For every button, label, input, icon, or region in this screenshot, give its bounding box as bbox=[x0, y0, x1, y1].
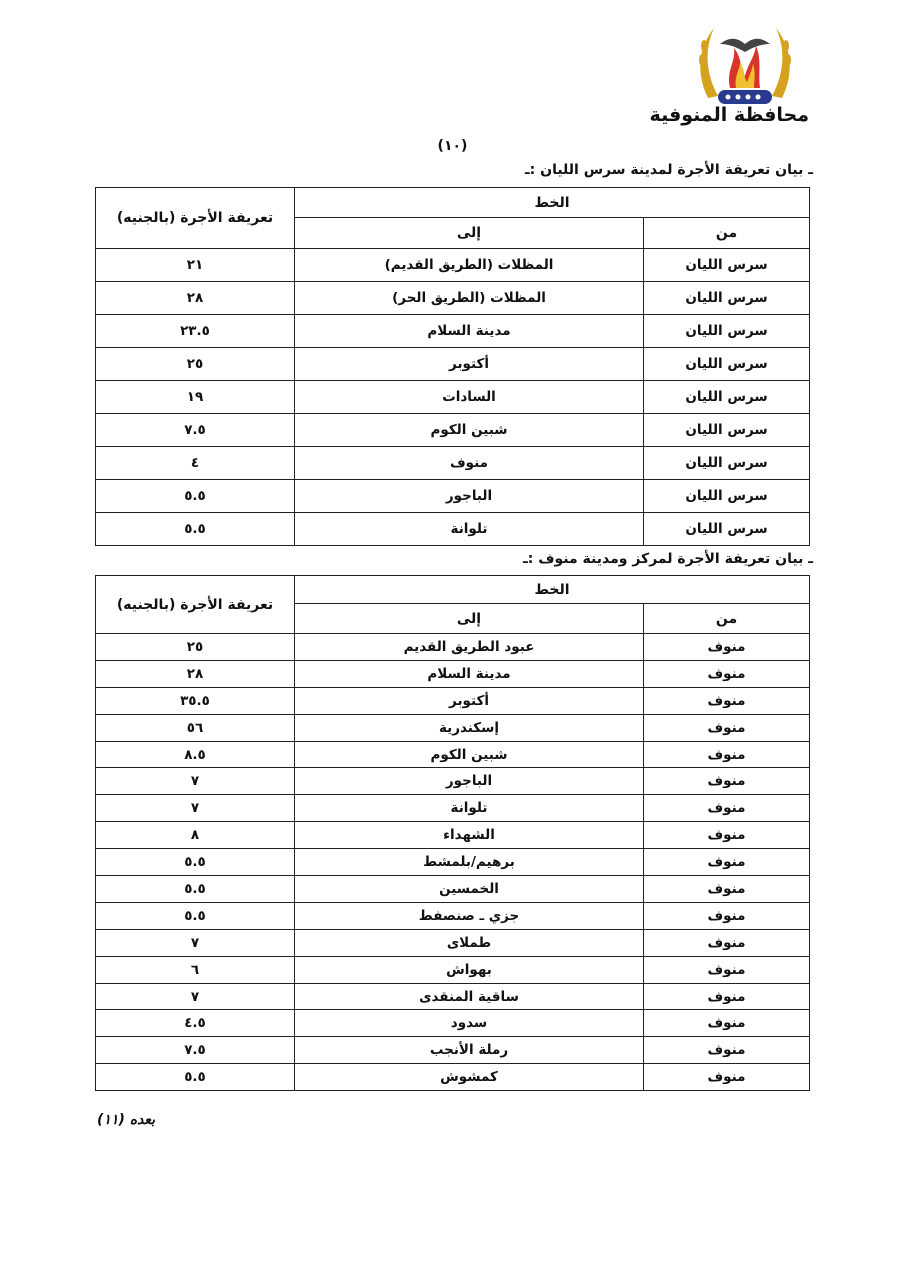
table-row bbox=[96, 513, 810, 546]
fare-cell: ٨.٥ bbox=[96, 741, 295, 768]
to-cell: الخمسين bbox=[295, 876, 644, 903]
table-row bbox=[96, 1064, 810, 1091]
from-cell: سرس الليان bbox=[644, 480, 810, 513]
to-cell: إسكندرية bbox=[295, 714, 644, 741]
to-cell: سدود bbox=[295, 1010, 644, 1037]
from-cell: منوف bbox=[644, 741, 810, 768]
table-row bbox=[96, 822, 810, 849]
table-row bbox=[96, 983, 810, 1010]
to-header: إلى bbox=[295, 604, 644, 634]
from-cell: منوف bbox=[644, 1037, 810, 1064]
fare-cell: ٥.٥ bbox=[96, 513, 295, 546]
fare-cell: ٣٥.٥ bbox=[96, 687, 295, 714]
from-cell: سرس الليان bbox=[644, 513, 810, 546]
table-row bbox=[96, 956, 810, 983]
fare-cell: ٢٣.٥ bbox=[96, 315, 295, 348]
table-row bbox=[96, 315, 810, 348]
from-cell: منوف bbox=[644, 687, 810, 714]
to-cell: تلوانة bbox=[295, 795, 644, 822]
from-cell: منوف bbox=[644, 876, 810, 903]
table-row bbox=[96, 249, 810, 282]
table-row bbox=[96, 480, 810, 513]
table-row bbox=[96, 1037, 810, 1064]
fare-table-menouf bbox=[95, 575, 810, 1091]
fare-cell: ١٩ bbox=[96, 381, 295, 414]
fare-cell: ٢٥ bbox=[96, 634, 295, 661]
fare-cell: ٥.٥ bbox=[96, 876, 295, 903]
from-cell: منوف bbox=[644, 768, 810, 795]
from-cell: سرس الليان bbox=[644, 381, 810, 414]
fare-cell: ٧ bbox=[96, 983, 295, 1010]
table-row bbox=[96, 414, 810, 447]
line-header: الخط bbox=[295, 576, 810, 604]
fare-header: تعريفة الأجرة (بالجنيه) bbox=[96, 576, 295, 634]
fare-cell: ٢١ bbox=[96, 249, 295, 282]
from-cell: منوف bbox=[644, 929, 810, 956]
table-row bbox=[96, 687, 810, 714]
to-cell: كمشوش bbox=[295, 1064, 644, 1091]
from-cell: منوف bbox=[644, 1064, 810, 1091]
fare-cell: ٢٨ bbox=[96, 282, 295, 315]
governorate-name: محافظة المنوفية bbox=[649, 104, 809, 126]
to-cell: مدينة السلام bbox=[295, 660, 644, 687]
to-cell: الشهداء bbox=[295, 822, 644, 849]
to-cell: برهيم/بلمشط bbox=[295, 849, 644, 876]
table-row bbox=[96, 1010, 810, 1037]
from-cell: سرس الليان bbox=[644, 447, 810, 480]
table-row bbox=[96, 660, 810, 687]
to-cell: المظلات (الطريق الحر) bbox=[295, 282, 644, 315]
page-number: (١٠) bbox=[437, 138, 468, 154]
from-cell: سرس الليان bbox=[644, 348, 810, 381]
fare-cell: ٢٨ bbox=[96, 660, 295, 687]
fare-cell: ٥.٥ bbox=[96, 480, 295, 513]
table-row bbox=[96, 929, 810, 956]
from-cell: منوف bbox=[644, 660, 810, 687]
to-cell: عبود الطريق القديم bbox=[295, 634, 644, 661]
to-cell: رملة الأنجب bbox=[295, 1037, 644, 1064]
fare-cell: ٥.٥ bbox=[96, 902, 295, 929]
section-title-sers-elliyan: ـ بيان تعريفة الأجرة لمدينة سرس الليان :ـ bbox=[524, 162, 813, 178]
to-cell: شبين الكوم bbox=[295, 414, 644, 447]
table-body bbox=[96, 634, 810, 1091]
to-cell: طملاى bbox=[295, 929, 644, 956]
from-cell: منوف bbox=[644, 822, 810, 849]
table-row bbox=[96, 849, 810, 876]
continued-next-page: بعده (١١) bbox=[97, 1112, 156, 1128]
table-row bbox=[96, 348, 810, 381]
to-cell: ساقية المنقدى bbox=[295, 983, 644, 1010]
from-cell: منوف bbox=[644, 1010, 810, 1037]
to-cell: المظلات (الطريق القديم) bbox=[295, 249, 644, 282]
table-row bbox=[96, 447, 810, 480]
to-cell: جزي ـ صنصفط bbox=[295, 902, 644, 929]
fare-table-sers-elliyan bbox=[95, 187, 810, 546]
fare-cell: ٤ bbox=[96, 447, 295, 480]
to-cell: شبين الكوم bbox=[295, 741, 644, 768]
to-cell: مدينة السلام bbox=[295, 315, 644, 348]
table-row bbox=[96, 768, 810, 795]
to-cell: أكتوبر bbox=[295, 687, 644, 714]
to-cell: السادات bbox=[295, 381, 644, 414]
from-cell: سرس الليان bbox=[644, 315, 810, 348]
table-row bbox=[96, 714, 810, 741]
fare-cell: ٧ bbox=[96, 795, 295, 822]
fare-cell: ٢٥ bbox=[96, 348, 295, 381]
fare-cell: ٦ bbox=[96, 956, 295, 983]
line-header: الخط bbox=[295, 188, 810, 218]
from-header: من bbox=[644, 218, 810, 249]
table-body bbox=[96, 249, 810, 546]
section-title-menouf: ـ بيان تعريفة الأجرة لمركز ومدينة منوف :ـ bbox=[523, 551, 813, 567]
fare-cell: ٥٦ bbox=[96, 714, 295, 741]
from-cell: منوف bbox=[644, 795, 810, 822]
from-header: من bbox=[644, 604, 810, 634]
table-row bbox=[96, 876, 810, 903]
table-row bbox=[96, 741, 810, 768]
to-header: إلى bbox=[295, 218, 644, 249]
fare-cell: ٤.٥ bbox=[96, 1010, 295, 1037]
from-cell: منوف bbox=[644, 714, 810, 741]
from-cell: منوف bbox=[644, 902, 810, 929]
fare-cell: ٥.٥ bbox=[96, 1064, 295, 1091]
from-cell: منوف bbox=[644, 634, 810, 661]
fare-cell: ٧ bbox=[96, 768, 295, 795]
from-cell: منوف bbox=[644, 849, 810, 876]
table-row bbox=[96, 902, 810, 929]
table-row bbox=[96, 795, 810, 822]
table-row bbox=[96, 634, 810, 661]
table-row bbox=[96, 381, 810, 414]
to-cell: الباجور bbox=[295, 768, 644, 795]
to-cell: أكتوبر bbox=[295, 348, 644, 381]
fare-cell: ٧.٥ bbox=[96, 1037, 295, 1064]
to-cell: منوف bbox=[295, 447, 644, 480]
governorate-emblem-icon bbox=[690, 14, 800, 110]
from-cell: منوف bbox=[644, 956, 810, 983]
from-cell: منوف bbox=[644, 983, 810, 1010]
fare-header: تعريفة الأجرة (بالجنيه) bbox=[96, 188, 295, 249]
fare-cell: ٧.٥ bbox=[96, 414, 295, 447]
fare-cell: ٨ bbox=[96, 822, 295, 849]
table-row bbox=[96, 282, 810, 315]
to-cell: تلوانة bbox=[295, 513, 644, 546]
to-cell: الباجور bbox=[295, 480, 644, 513]
fare-cell: ٥.٥ bbox=[96, 849, 295, 876]
to-cell: بهواش bbox=[295, 956, 644, 983]
fare-cell: ٧ bbox=[96, 929, 295, 956]
from-cell: سرس الليان bbox=[644, 414, 810, 447]
from-cell: سرس الليان bbox=[644, 282, 810, 315]
from-cell: سرس الليان bbox=[644, 249, 810, 282]
